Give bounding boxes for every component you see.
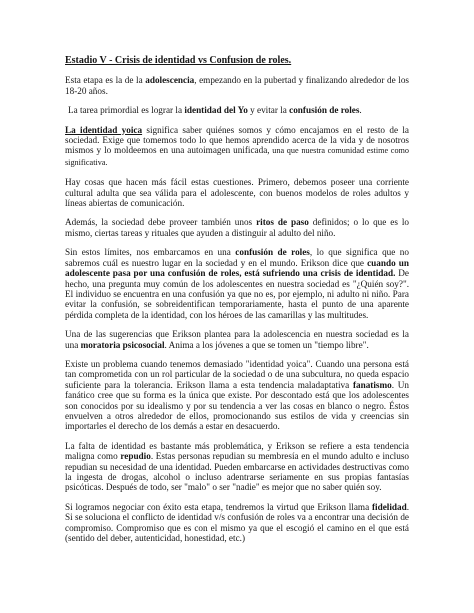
paragraph-10: [65, 502, 409, 544]
bold-term-fidelidad: fidelidad: [371, 501, 407, 512]
paragraph-4: Hay cosas que hacen más fácil estas cuestiones. Primero, debemos poseer una corriente cultural adulta que sea válida para el adolescente, con buenos modelos de roles adultos y líneas abiertas de comunicación.: [65, 177, 409, 209]
bold-term-confusion-de-roles: confusión de roles: [235, 247, 310, 258]
page-title: Estadio V - Crisis de identidad vs Confusion de roles.: [65, 55, 292, 66]
text-run: definidos; o lo que es lo mismo, ciertas tareas y rituales que ayuden a distinguir al adulto del niño.: [65, 217, 410, 238]
paragraph-3: [65, 125, 409, 169]
paragraph-6: [65, 247, 409, 320]
text-run: La tarea primordial es lograr la: [68, 105, 185, 116]
bold-term-repudio: repudio: [120, 451, 151, 462]
text-run: , lo que significa que no sabremos cuál es nuestro lugar en la sociedad y en el mundo. Erikson dice que: [65, 247, 409, 268]
text-run: Una de las sugerencias que Erikson plantea para la adolescencia en nuestra sociedad es la una: [65, 329, 409, 350]
text-run: Esta etapa es la de la: [65, 75, 146, 86]
bold-term-fanatismo: fanatismo: [352, 379, 392, 390]
text-run: . Si se soluciona el conflicto de identidad v/s confusión de roles va a encontrar una decisión de compromiso. Compromiso que es con el mismo ya que el escogió el camino en el que está (sentido del deber, autenticidad, honestidad, etc.): [65, 501, 409, 544]
bold-term-adolescencia: adolescencia: [145, 75, 195, 86]
text-run-small: una que nuestra comunidad estime como significativa.: [65, 146, 409, 167]
document-body: [65, 56, 409, 552]
text-run: .: [359, 105, 362, 116]
paragraph-1: [65, 75, 409, 96]
text-run: Existe un problema cuando tenemos demasiado "identidad yoica". Cuando una persona está tan comprometida con un rol particular de la sociedad o de una subcultura, no queda espacio suficiente para la tolerancia. Erikson llama a esta tendencia maladaptativa: [65, 358, 409, 390]
paragraph-2: [65, 105, 409, 115]
paragraph-7: [65, 329, 409, 350]
paragraph-5: [65, 217, 409, 238]
text-run: . Anima a los jóvenes a que se tomen un "tiempo libre".: [164, 339, 369, 350]
bold-term-identidad-del-yo: identidad del Yo: [184, 105, 248, 116]
text-run: Sin estos límites, nos embarcamos en una: [65, 247, 236, 258]
text-run: Además, la sociedad debe proveer también unos: [65, 217, 257, 228]
paragraph-8: [65, 359, 409, 432]
bold-term-moratoria-psicosocial: moratoria psicosocial: [80, 339, 165, 350]
text-run: , empezando en la pubertad y finalizando alrededor de los 18-20 años.: [65, 75, 409, 96]
text-run: significa saber quiénes somos y cómo encajamos en el resto de la sociedad. Exige que tomemos todo lo que hemos aprendido acerca de la vida y de nosotros mismos y lo moldeemos en una autoimagen unificada,: [65, 124, 409, 156]
bold-term-identidad-yoica: La identidad yoica: [65, 124, 143, 135]
text-run: y evitar la: [247, 105, 290, 116]
text-run: La falta de identidad es bastante más problemática, y Erikson se refiere a esta tendencia maligna como: [65, 440, 409, 462]
text-run: . Un fanático cree que su forma es la única que existe. Por descontado está que los adolescentes son conocidos por su idealismo y por su tendencia a ver las cosas en blanco o negro. Éstos envuelven a otros alrededor de ellos, promocionando sus estilos de vida y creencias sin importarles el derecho de los demás a estar en desacuerdo.: [65, 379, 409, 432]
text-run: De hecho, una pregunta muy común de los adolescentes en nuestra sociedad es "¿Quién soy?". El individuo se encuentra en una confusión ya que no es, por ejemplo, ni adulto ni niño. Para evitar la confusión, se sobreidentifican temporariamente, hasta el punto de una aparente pérdida completa de la identidad, con los héroes de las camarillas y las multitudes.: [65, 268, 409, 320]
bold-sentence-crisis-de-identidad: cuando un adolescente pasa por una confusión de roles, está sufriendo una crisis de identidad.: [65, 257, 409, 279]
bold-term-ritos-de-paso: ritos de paso: [256, 217, 309, 228]
paragraph-9: [65, 441, 409, 493]
text-run: Si logramos negociar con éxito esta etapa, tendremos la virtud que Erikson llama: [65, 501, 372, 512]
bold-term-confusion-de-roles: confusión de roles: [289, 105, 360, 116]
text-run: . Estas personas repudian su membresía en el mundo adulto e incluso repudian su necesidad de una identidad. Pueden embarcarse en actividades destructivas como la ingesta de drogas, alcohol o incluso adentrarse seriamente en sus propias fantasías psicóticas. Después de todo, ser "malo" o ser "nadie" es mejor que no saber quién soy.: [65, 451, 409, 493]
